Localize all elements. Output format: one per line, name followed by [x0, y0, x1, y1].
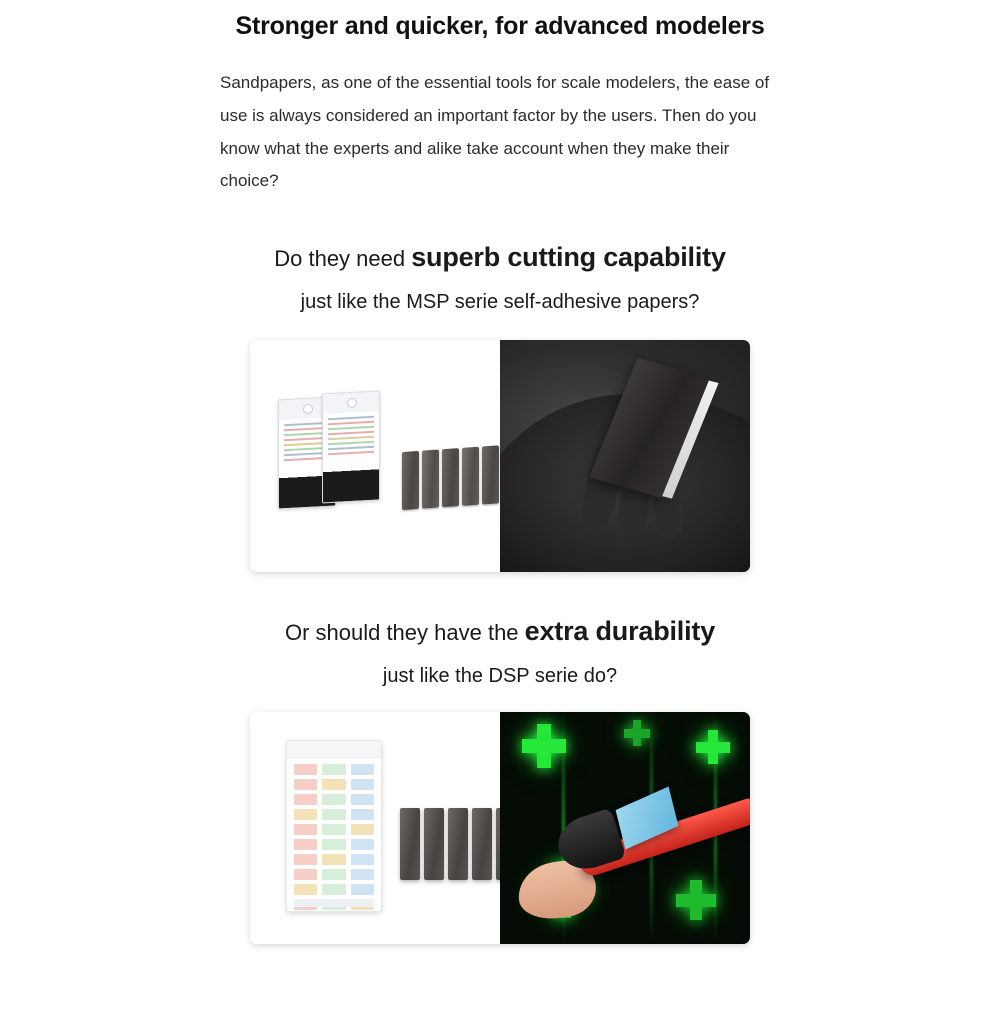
msp-pack-2: [322, 391, 380, 504]
question-one-block: [0, 240, 1000, 314]
neon-cross-icon: [624, 720, 650, 746]
pack-swatch-grid: [287, 758, 381, 912]
dsp-sanding-blocks: [400, 808, 500, 880]
dsp-usage-photo: [500, 712, 750, 944]
question-one-lead: Do they need: [274, 246, 412, 272]
hang-hole-icon: [303, 404, 313, 415]
question-two-line: [0, 614, 1000, 649]
dsp-sheet-pack: [286, 740, 382, 912]
question-two-emphasis: extra durability: [524, 616, 716, 647]
neon-cross-icon: [676, 880, 716, 920]
page-title: Stronger and quicker, for advanced modelers: [235, 12, 765, 40]
question-one-emphasis: superb cutting capability: [411, 242, 726, 273]
question-two-block: [0, 614, 1000, 688]
intro-paragraph: Sandpapers, as one of the essential tools for scale modelers, the ease of use is always considered an important factor by the users. Then do you know what the experts and alike take account when they make their choice?: [220, 73, 770, 191]
question-two-subline: just like the DSP serie do?: [382, 665, 618, 688]
dsp-figure: [250, 712, 750, 944]
msp-sanding-blocks: [402, 444, 500, 510]
neon-cross-icon: [522, 724, 566, 768]
pack-header: [287, 741, 381, 758]
product-description-page: [0, 12, 1000, 1012]
pack-footer: [294, 899, 374, 907]
dsp-product-photo: [250, 712, 500, 944]
msp-usage-photo: [500, 340, 750, 572]
hang-hole-icon: [347, 398, 357, 409]
msp-product-photo: [250, 340, 500, 572]
pack-label-lines: [328, 416, 374, 458]
question-two-lead: Or should they have the: [284, 620, 525, 646]
question-one-subline: just like the MSP serie self-adhesive papers?: [300, 291, 700, 314]
question-one-line: [0, 240, 1000, 275]
msp-figure: [250, 340, 750, 572]
neon-cross-icon: [696, 730, 730, 764]
